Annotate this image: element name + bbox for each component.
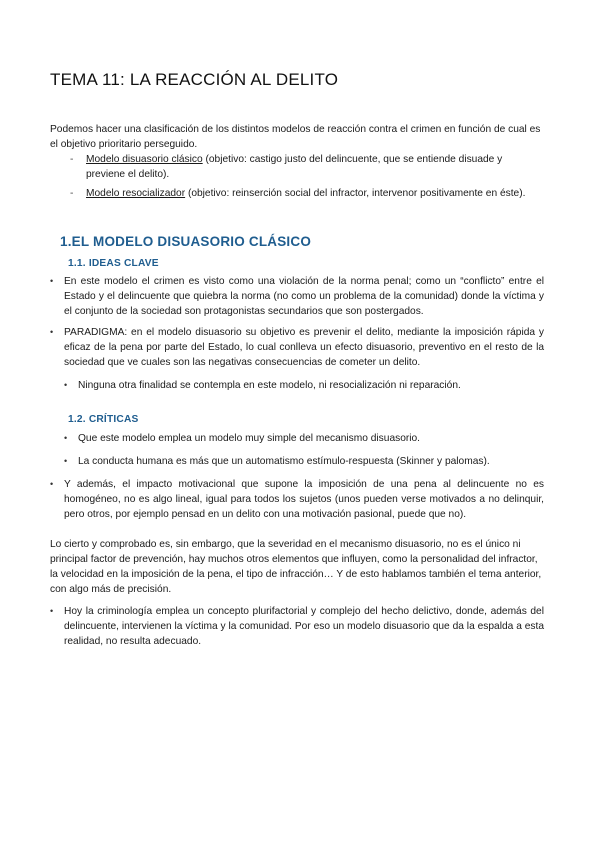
page-title: TEMA 11: LA REACCIÓN AL DELITO: [50, 70, 339, 89]
list-item: [64, 378, 544, 393]
list-item: [50, 477, 544, 522]
bullet-text: PARADIGMA: en el modelo disuasorio su objetivo es prevenir el delito, mediante la imposición rápida y eficaz de la pena por parte del Estado, lo cual conlleva un efecto disuasorio, preventivo en el resto de la sociedad que ve cuales son las negativas consecuencias de cometer un delito.: [64, 327, 544, 368]
subsection-heading: 1.2. CRÍTICAS: [68, 414, 139, 425]
list-item: [64, 454, 544, 469]
bullet-marker: •: [50, 479, 54, 489]
bullet-marker: •: [64, 433, 68, 443]
bullet-marker: •: [64, 456, 68, 466]
models-list: [70, 152, 544, 205]
ideas-sub-list: [64, 378, 544, 393]
model-desc: (objetivo: reinserción social del infractor, intervenor positivamente en éste).: [185, 188, 526, 199]
list-item: [50, 325, 544, 370]
list-item: [70, 152, 544, 182]
bullet-text: Ninguna otra finalidad se contempla en este modelo, ni resocialización ni reparación.: [78, 380, 461, 391]
critics-list: [50, 477, 544, 522]
bullet-text: En este modelo el crimen es visto como una violación de la norma penal; como un “conflicto” entre el Estado y el delincuente que quiebra la norma (no como un problema de la comunidad) donde la víctima y el conjunto de la sociedad son protagonistas secundarios que son postergados.: [64, 276, 544, 317]
bullet-marker: •: [50, 276, 54, 286]
bullet-marker: •: [50, 327, 54, 337]
intro-paragraph: Podemos hacer una clasificación de los distintos modelos de reacción contra el crimen en función de cual es el objetivo prioritario perseguido.: [50, 124, 541, 150]
conclusion-list: [50, 604, 544, 649]
bullet-marker: •: [64, 380, 68, 390]
ideas-list: [50, 274, 544, 370]
model-name: Modelo resocializador: [86, 188, 186, 199]
model-desc: (objetivo: castigo justo del delincuente, que se entiende disuade y previene el delito).: [86, 154, 503, 180]
list-item: [50, 274, 544, 319]
bullet-text: Que este modelo emplea un modelo muy simple del mecanismo disuasorio.: [78, 433, 421, 444]
bullet-text: Y además, el impacto motivacional que supone la imposición de una pena al delincuente no es homogéneo, no es algo lineal, igual para todos los sujetos (unos pueden verse motivados a no delinquir, pero otros, por ejemplo pensad en un delito con una motivación pasional, puede que no).: [64, 479, 544, 520]
list-item: [50, 604, 544, 649]
bullet-text: Hoy la criminología emplea un concepto plurifactorial y complejo del hecho delictivo, donde, además del delincuente, intervienen la víctima y la comunidad. Por eso un modelo disuasorio que da la espalda a esta realidad, no resulta adecuado.: [64, 606, 544, 647]
bullet-text: La conducta humana es más que un automatismo estímulo-respuesta (Skinner y palomas).: [78, 456, 490, 467]
section-heading: 1.EL MODELO DISUASORIO CLÁSICO: [60, 234, 312, 249]
list-item: [70, 186, 544, 201]
critics-sub-list: [64, 431, 544, 469]
list-item: [64, 431, 544, 446]
model-name: Modelo disuasorio clásico: [86, 154, 203, 165]
dash-marker: -: [70, 154, 74, 165]
dash-marker: -: [70, 188, 74, 199]
subsection-heading: 1.1. IDEAS CLAVE: [68, 258, 159, 269]
bullet-marker: •: [50, 606, 54, 616]
body-paragraph: Lo cierto y comprobado es, sin embargo, que la severidad en el mecanismo disuasorio, no es el único ni principal factor de prevención, hay muchos otros elementos que influyen, como la personalidad del infractor, la velocidad en la imposición de la pena, el tipo de infracción… Y de esto hablamos también el tema anterior, con algo más de precisión.: [50, 539, 542, 595]
